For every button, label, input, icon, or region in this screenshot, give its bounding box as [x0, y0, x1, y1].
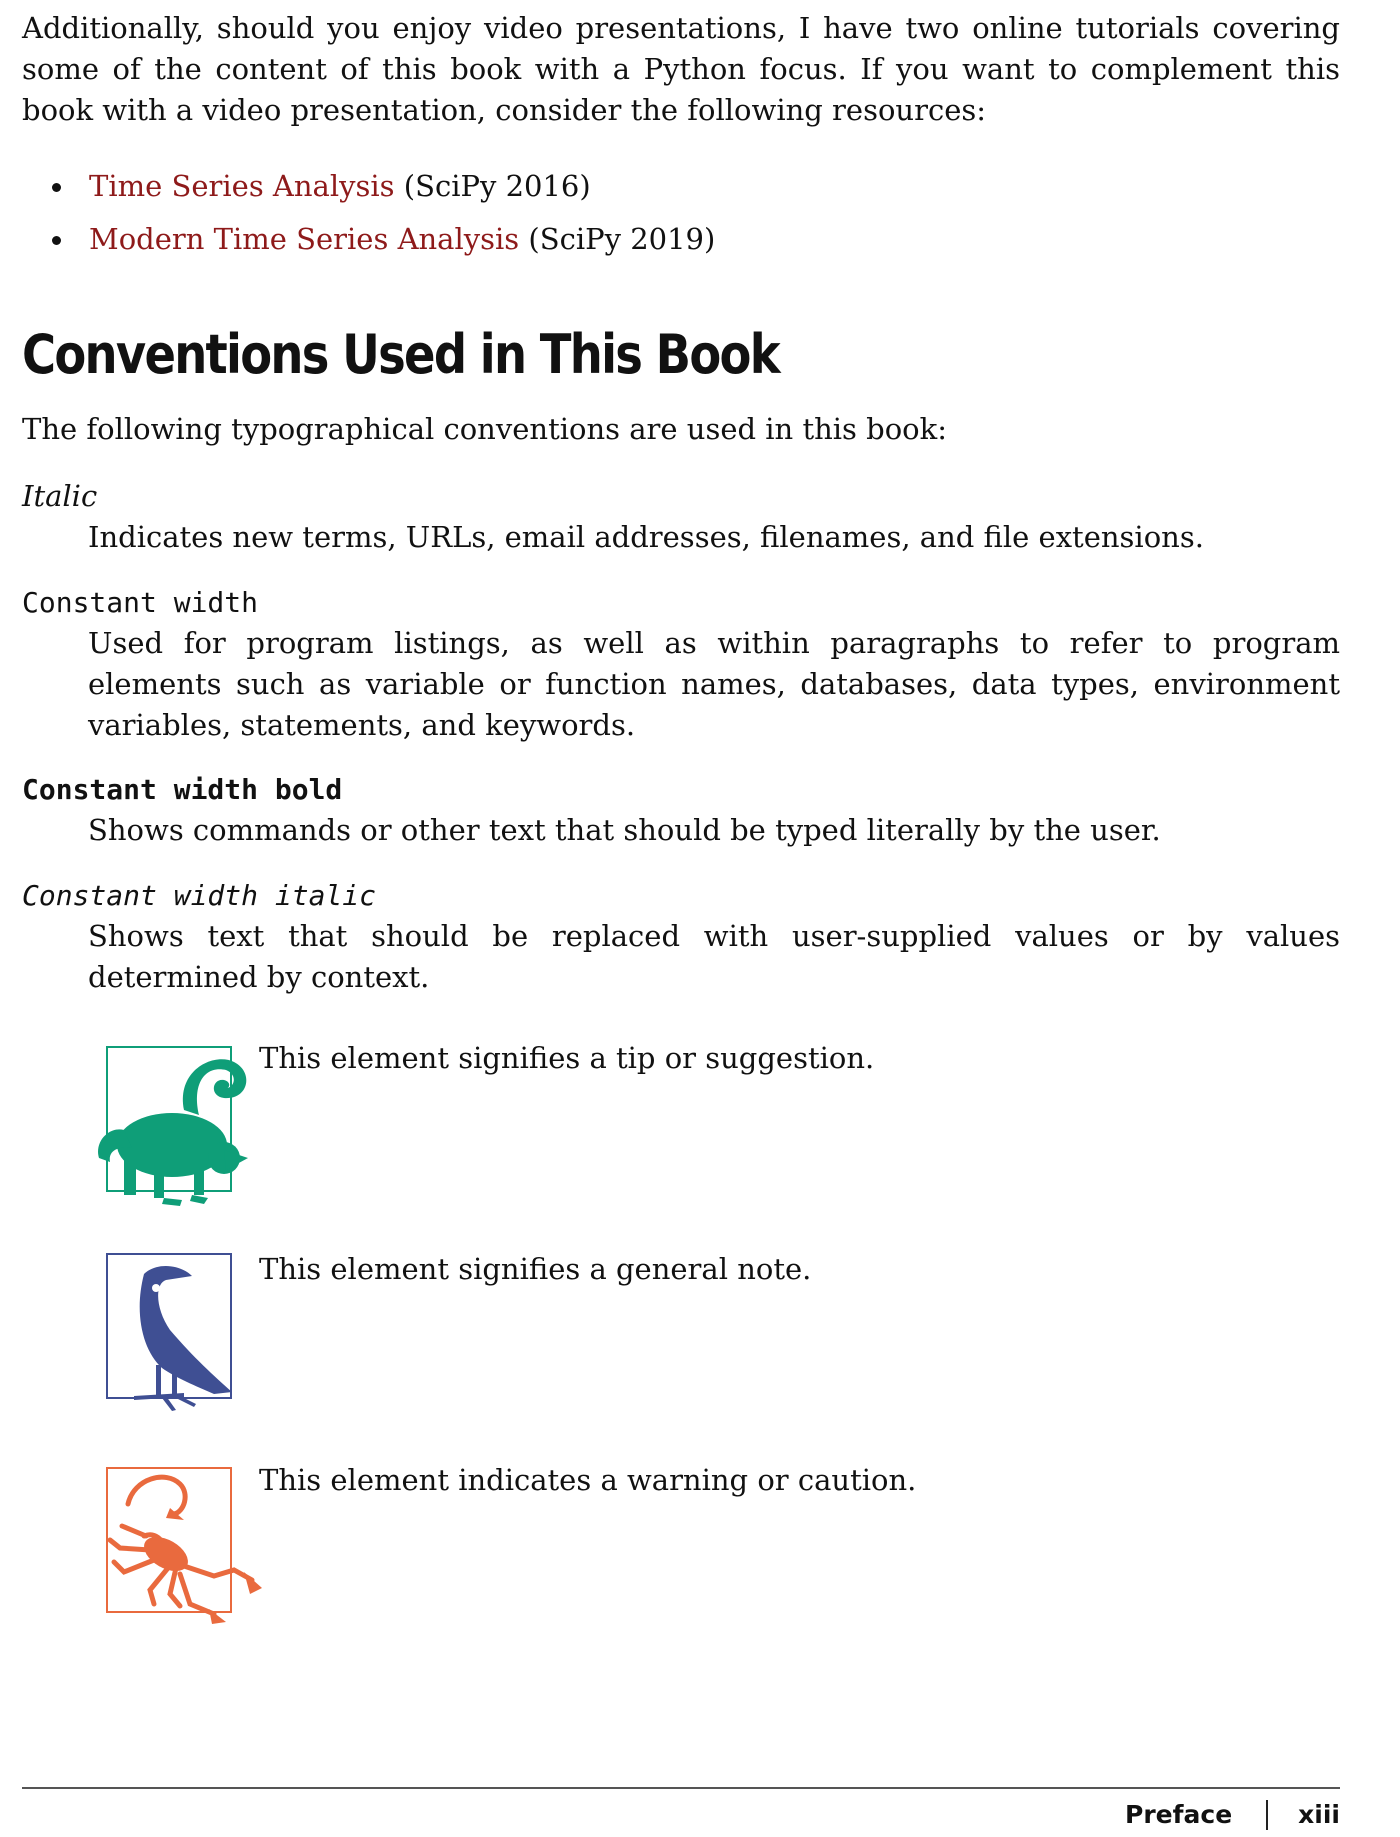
section-heading: Conventions Used in This Book — [22, 323, 779, 386]
resource-list — [22, 160, 715, 266]
convention-definition-constant-width-italic: Shows text that should be replaced with user-supplied values or by values determined by context. — [88, 919, 1340, 994]
note-text: This element signifies a general note. — [259, 1252, 812, 1286]
resource-note: (SciPy 2019) — [528, 222, 716, 256]
footer-separator — [1266, 1800, 1268, 1830]
convention-term-italic: Italic — [22, 479, 98, 513]
tip-text: This element signifies a tip or suggestion. — [259, 1041, 875, 1075]
list-item — [22, 213, 715, 266]
convention-term-constant-width: Constant width — [22, 586, 259, 619]
lemur-tip-icon — [84, 1030, 254, 1219]
convention-term-constant-width-italic: Constant width italic — [22, 879, 377, 912]
scorpion-warning-icon — [84, 1464, 274, 1633]
page-number: xiii — [1298, 1800, 1340, 1829]
footer-section: Preface — [1125, 1800, 1233, 1829]
convention-term-constant-width-bold: Constant width bold — [22, 773, 343, 806]
crow-note-icon — [84, 1250, 254, 1419]
convention-definition-italic: Indicates new terms, URLs, email addresses, filenames, and file extensions. — [88, 520, 1204, 554]
convention-definition-constant-width: Used for program listings, as well as within paragraphs to refer to program elements such as variable or function names, databases, data types, environment variables, statements, and keywords. — [88, 626, 1340, 742]
lead-paragraph: The following typographical conventions are used in this book: — [22, 412, 947, 446]
convention-definition-constant-width-bold: Shows commands or other text that should be typed literally by the user. — [88, 813, 1161, 847]
page-footer — [1125, 1797, 1340, 1833]
resource-link-time-series-analysis[interactable]: Time Series Analysis — [89, 169, 395, 203]
warning-text: This element indicates a warning or caution. — [259, 1463, 917, 1497]
footer-divider — [22, 1787, 1340, 1789]
list-item — [22, 160, 715, 213]
intro-paragraph: Additionally, should you enjoy video presentations, I have two online tutorials covering some of the content of this book with a Python focus. If you want to complement this book with a video presentation, consider the following resources: — [22, 11, 1340, 127]
resource-note: (SciPy 2016) — [403, 169, 591, 203]
resource-link-modern-time-series-analysis[interactable]: Modern Time Series Analysis — [89, 222, 520, 256]
